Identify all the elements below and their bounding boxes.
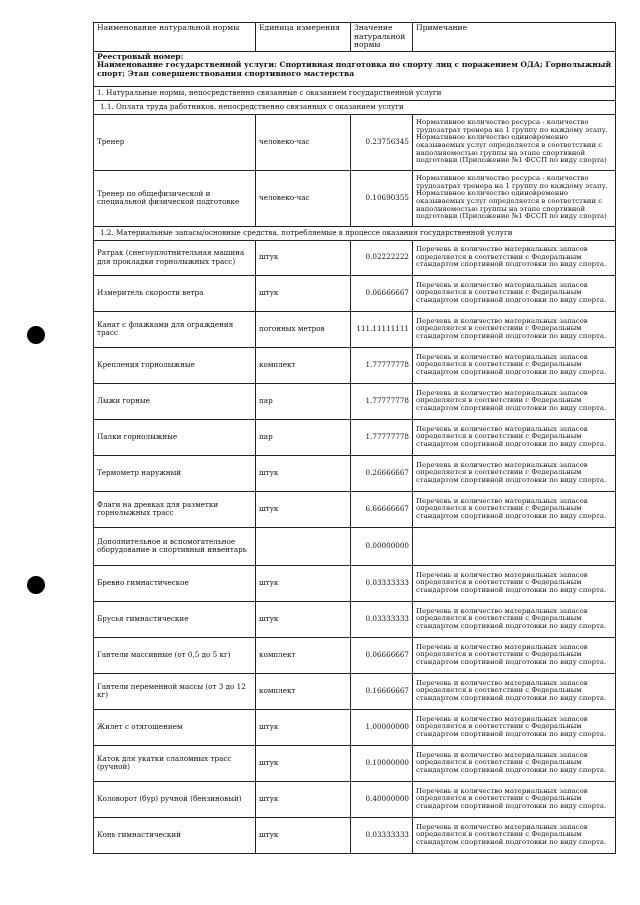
norm-name: Гантели массивные (от 0,5 до 5 кг): [94, 637, 256, 673]
norm-name: Брусья гимнастические: [94, 601, 256, 637]
norm-name: Бревно гимнастическое: [94, 565, 256, 601]
table-row: [94, 817, 616, 853]
table-row: [94, 114, 616, 170]
norm-note: Перечень и количество материальных запасов определяется в соответствии с Федеральным стандартом спортивной подготовки по виду спорта.: [413, 419, 616, 455]
table-row: [94, 455, 616, 491]
table-row: [94, 565, 616, 601]
header-note: Примечание: [413, 23, 616, 52]
norm-unit: комплект: [256, 347, 351, 383]
norm-unit: штук: [256, 491, 351, 527]
norm-name: Термометр наружный: [94, 455, 256, 491]
norm-note: Перечень и количество материальных запасов определяется в соответствии с Федеральным стандартом спортивной подготовки по виду спорта.: [413, 275, 616, 311]
norm-name: Лыжи горные: [94, 383, 256, 419]
norm-value: 0.10690355: [351, 170, 413, 226]
norm-value: 0.03333333: [351, 817, 413, 853]
norm-name: Жилет с отягощением: [94, 709, 256, 745]
norm-note: Перечень и количество материальных запасов определяется в соответствии с Федеральным стандартом спортивной подготовки по виду спорта.: [413, 383, 616, 419]
norm-name: Флаги на древках для разметки горнолыжных трасс: [94, 491, 256, 527]
norm-unit: комплект: [256, 673, 351, 709]
norm-value: 0.23756345: [351, 114, 413, 170]
norm-unit: штук: [256, 240, 351, 275]
norm-name: Ратрак (снегоуплотнительная машина для прокладки горнолыжных трасс): [94, 240, 256, 275]
norm-name: Палки горнолыжные: [94, 419, 256, 455]
norm-note: Нормативное количество ресурса - количество трудозатрат тренера на 1 группу по каждому этапу. Нормативное количество единовременно оказываемых услуг определяется в соответствии с наполняемостью группы на этапе спортивной подготовки (Приложение №1 ФССП по виду спорта): [413, 114, 616, 170]
norm-unit: пар: [256, 419, 351, 455]
norm-value: 0.40000000: [351, 781, 413, 817]
header-value: Значение натуральной нормы: [351, 23, 413, 52]
norm-note: Перечень и количество материальных запасов определяется в соответствии с Федеральным стандартом спортивной подготовки по виду спорта.: [413, 240, 616, 275]
norm-note: Перечень и количество материальных запасов определяется в соответствии с Федеральным стандартом спортивной подготовки по виду спорта.: [413, 347, 616, 383]
header-name: Наименование натуральной нормы: [94, 23, 256, 52]
punch-hole-mark: [27, 576, 45, 594]
punch-hole-mark: [27, 326, 45, 344]
norm-value: 1.77777778: [351, 347, 413, 383]
table-row: [94, 601, 616, 637]
norm-unit: погонных метров: [256, 311, 351, 347]
norm-value: 0.03333333: [351, 565, 413, 601]
norm-note: Перечень и количество материальных запасов определяется в соответствии с Федеральным стандартом спортивной подготовки по виду спорта.: [413, 781, 616, 817]
norm-note: Перечень и количество материальных запасов определяется в соответствии с Федеральным стандартом спортивной подготовки по виду спорта.: [413, 817, 616, 853]
norm-unit: штук: [256, 565, 351, 601]
norm-note: Перечень и количество материальных запасов определяется в соответствии с Федеральным стандартом спортивной подготовки по виду спорта.: [413, 745, 616, 781]
norm-name: Коловорот (бур) ручной (бензиновый): [94, 781, 256, 817]
table-row: [94, 527, 616, 565]
norm-unit: штук: [256, 601, 351, 637]
table-row: [94, 637, 616, 673]
norm-value: 1.00000000: [351, 709, 413, 745]
norm-name: Канат с флажками для ограждения трасс: [94, 311, 256, 347]
norm-value: 0.03333333: [351, 601, 413, 637]
table-row: [94, 709, 616, 745]
norm-value: 0.10000000: [351, 745, 413, 781]
section-title: 1. Натуральные нормы, непосредственно связанные с оказанием государственной услуги: [94, 86, 616, 100]
section-row: [94, 86, 616, 100]
natural-norms-table: [93, 22, 616, 854]
norm-unit: человеко-час: [256, 114, 351, 170]
norm-note: Нормативное количество ресурса - количество трудозатрат тренера на 1 группу по каждому этапу. Нормативное количество единовременно оказываемых услуг определяется в соответствии с наполняемостью группы на этапе спортивной подготовки (Приложение №1 ФССП по виду спорта): [413, 170, 616, 226]
norm-note: Перечень и количество материальных запасов определяется в соответствии с Федеральным стандартом спортивной подготовки по виду спорта.: [413, 709, 616, 745]
norm-note: Перечень и количество материальных запасов определяется в соответствии с Федеральным стандартом спортивной подготовки по виду спорта.: [413, 601, 616, 637]
table-row: [94, 745, 616, 781]
norm-unit: человеко-час: [256, 170, 351, 226]
norm-value: 111.11111111: [351, 311, 413, 347]
norm-value: 0.02222222: [351, 240, 413, 275]
norm-unit: штук: [256, 455, 351, 491]
registry-row: [94, 51, 616, 86]
header-unit: Единица измерения: [256, 23, 351, 52]
norm-note: Перечень и количество материальных запасов определяется в соответствии с Федеральным стандартом спортивной подготовки по виду спорта.: [413, 673, 616, 709]
table-row: [94, 275, 616, 311]
norm-unit: штук: [256, 275, 351, 311]
norm-value: 1.77777778: [351, 419, 413, 455]
norm-value: 0.16666667: [351, 673, 413, 709]
norm-name: Каток для укатки слаломных трасс (ручной): [94, 745, 256, 781]
table-header-row: [94, 23, 616, 52]
table-row: [94, 170, 616, 226]
norm-value: 6.66666667: [351, 491, 413, 527]
norm-unit: комплект: [256, 637, 351, 673]
table-row: [94, 347, 616, 383]
norm-name: Измеритель скорости ветра: [94, 275, 256, 311]
norm-name: Гантели переменной массы (от 3 до 12 кг): [94, 673, 256, 709]
table-row: [94, 781, 616, 817]
norm-name: Крепления горнолыжные: [94, 347, 256, 383]
table-row: [94, 240, 616, 275]
norm-name: Тренер: [94, 114, 256, 170]
norm-unit: штук: [256, 709, 351, 745]
registry-cell: [94, 51, 616, 86]
norm-unit: пар: [256, 383, 351, 419]
norm-note: Перечень и количество материальных запасов определяется в соответствии с Федеральным стандартом спортивной подготовки по виду спорта.: [413, 311, 616, 347]
norm-name: Конь гимнастический: [94, 817, 256, 853]
norm-value: 0.06666667: [351, 275, 413, 311]
norm-value: 0.26666667: [351, 455, 413, 491]
norm-note: Перечень и количество материальных запасов определяется в соответствии с Федеральным стандартом спортивной подготовки по виду спорта.: [413, 455, 616, 491]
norm-unit: [256, 527, 351, 565]
norm-note: [413, 527, 616, 565]
table-row: [94, 383, 616, 419]
norm-unit: штук: [256, 745, 351, 781]
table-row: [94, 491, 616, 527]
norm-unit: штук: [256, 817, 351, 853]
subsection-title: 1.2. Материальные запасы/основные средства, потребляемые в процессе оказания государственной услуги: [94, 226, 616, 240]
table-row: [94, 311, 616, 347]
norm-name: Тренер по общефизической и специальной физической подготовке: [94, 170, 256, 226]
norm-name: Дополнительное и вспомогательное оборудование и спортивный инвентарь: [94, 527, 256, 565]
subsection-row: [94, 226, 616, 240]
service-name: Наименование государственной услуги: Спортивная подготовка по спорту лиц с поражением ОДА; Горнолыжный спорт; Этап совершенствования спортивного мастерства: [97, 60, 612, 78]
subsection-row: [94, 100, 616, 114]
norm-value: 0.06666667: [351, 637, 413, 673]
norm-note: Перечень и количество материальных запасов определяется в соответствии с Федеральным стандартом спортивной подготовки по виду спорта.: [413, 491, 616, 527]
norm-unit: штук: [256, 781, 351, 817]
norm-note: Перечень и количество материальных запасов определяется в соответствии с Федеральным стандартом спортивной подготовки по виду спорта.: [413, 565, 616, 601]
table-row: [94, 419, 616, 455]
table-row: [94, 673, 616, 709]
subsection-title: 1.1. Оплата труда работников, непосредственно связанных с оказанием услуги: [94, 100, 616, 114]
norm-value: 0.00000000: [351, 527, 413, 565]
norm-note: Перечень и количество материальных запасов определяется в соответствии с Федеральным стандартом спортивной подготовки по виду спорта.: [413, 637, 616, 673]
norm-value: 1.77777778: [351, 383, 413, 419]
registry-number-label: Реестровый номер:: [97, 51, 184, 61]
